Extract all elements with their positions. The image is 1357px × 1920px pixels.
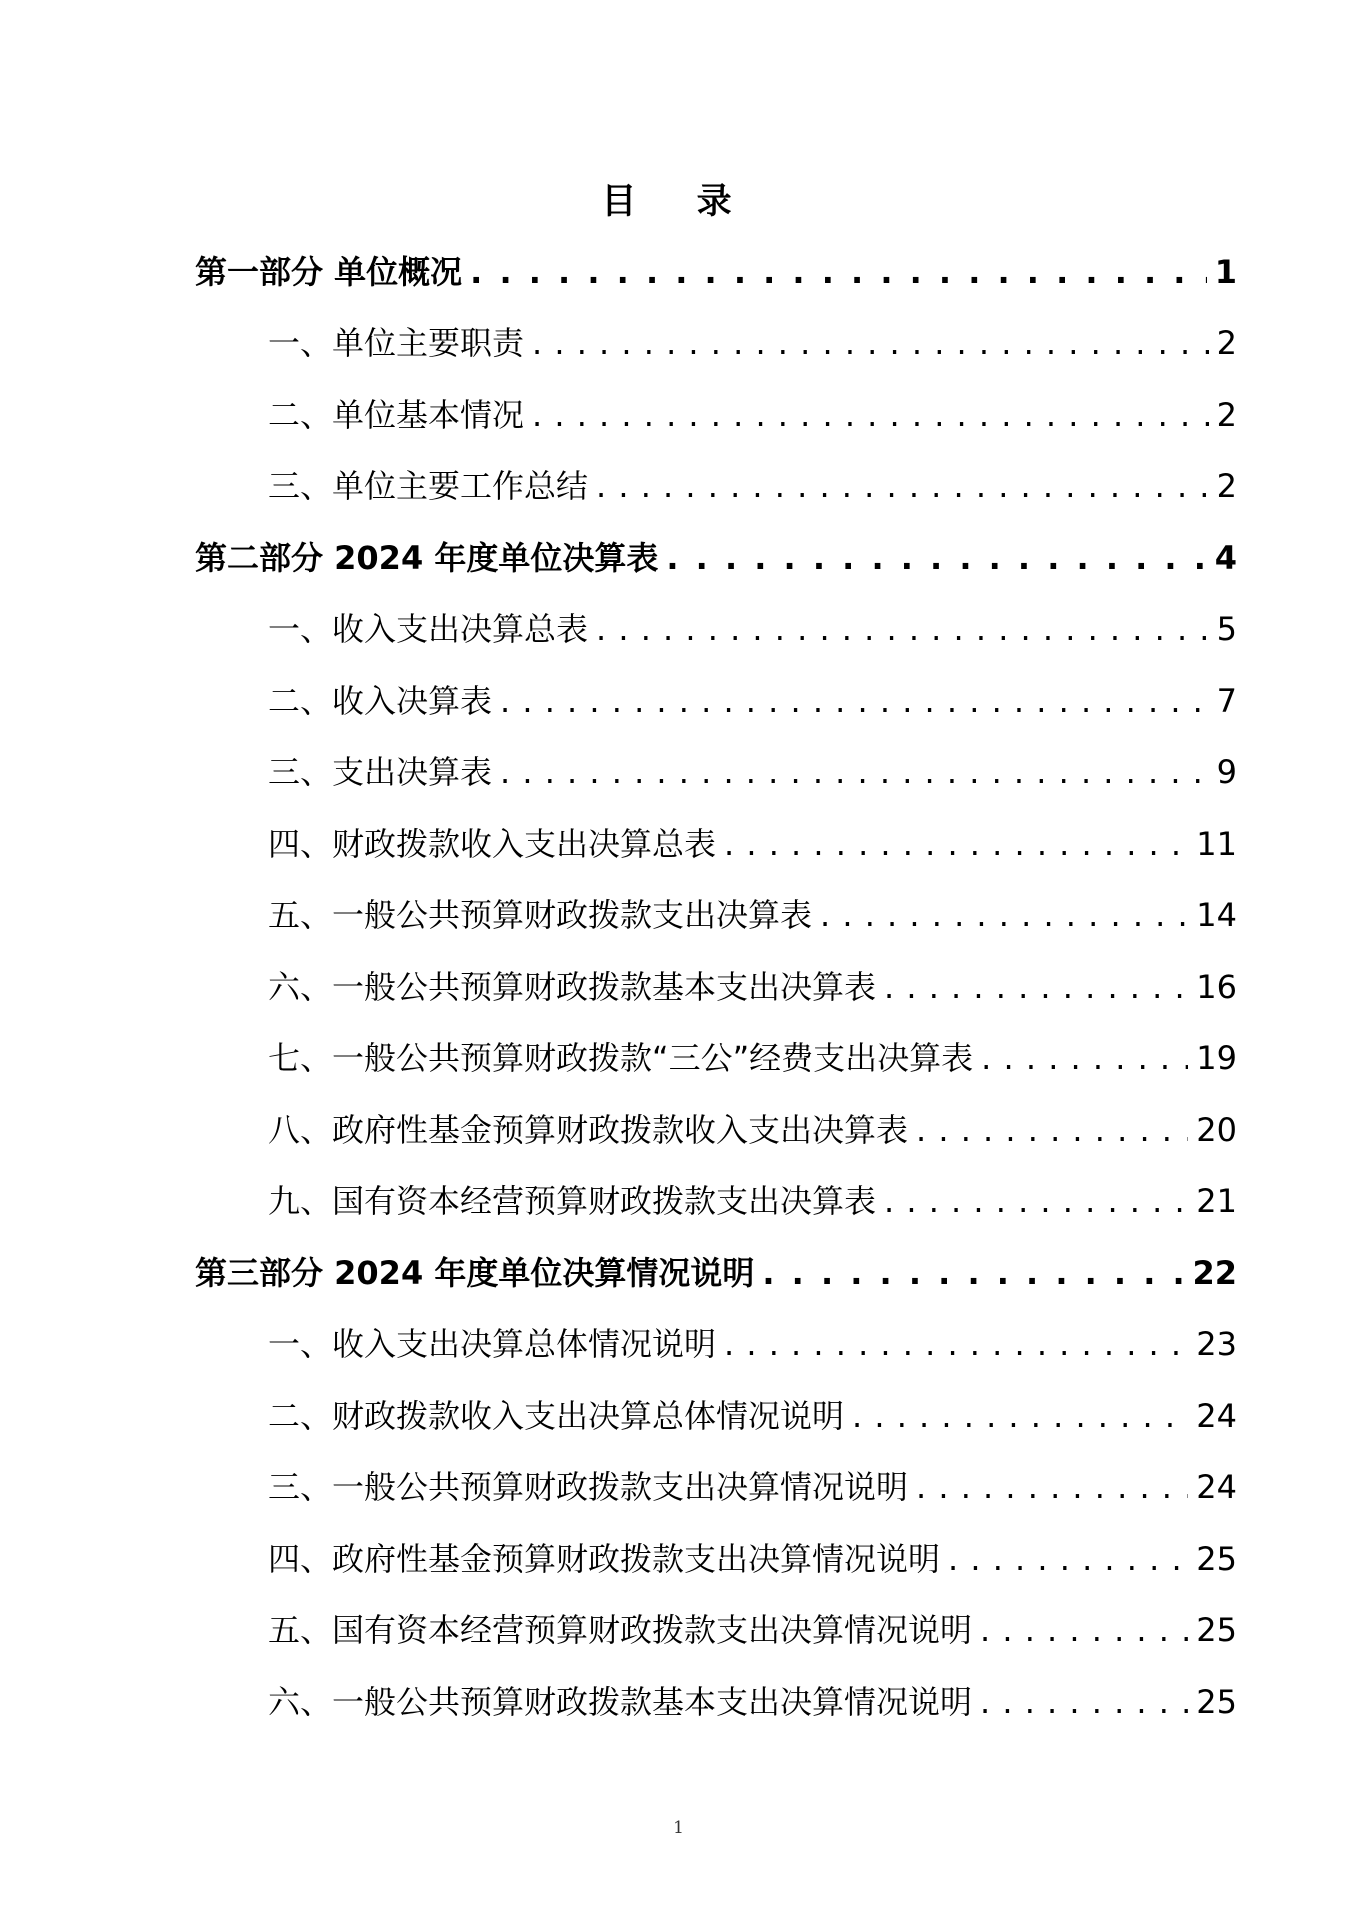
toc-section-entry[interactable] bbox=[195, 1094, 1237, 1166]
toc-dot-leader bbox=[980, 1682, 1188, 1722]
toc-dot-leader bbox=[500, 681, 1209, 721]
toc-dot-leader bbox=[596, 609, 1209, 649]
toc-section-entry[interactable] bbox=[195, 737, 1237, 809]
toc-entry-label: 八、政府性基金预算财政拨款收入支出决算表 bbox=[268, 1110, 909, 1149]
toc-dot-leader bbox=[762, 1253, 1184, 1293]
toc-section-entry[interactable] bbox=[195, 308, 1237, 380]
toc-entry-page-number: 23 bbox=[1196, 1325, 1237, 1364]
toc-entry-page-number: 14 bbox=[1196, 896, 1237, 935]
toc-dot-leader bbox=[532, 323, 1209, 363]
toc-entry-page-number: 25 bbox=[1196, 1539, 1237, 1578]
toc-entry-label: 二、收入决算表 bbox=[268, 681, 493, 720]
toc-dot-leader bbox=[500, 752, 1209, 792]
toc-entry-label: 一、收入支出决算总体情况说明 bbox=[268, 1325, 717, 1364]
toc-section-entry[interactable] bbox=[195, 1380, 1237, 1452]
toc-section-entry[interactable] bbox=[195, 1523, 1237, 1595]
toc-entry-label: 三、一般公共预算财政拨款支出决算情况说明 bbox=[268, 1468, 909, 1507]
toc-entry-page-number: 21 bbox=[1196, 1182, 1237, 1221]
toc-section-entry[interactable] bbox=[195, 1166, 1237, 1238]
toc-dot-leader bbox=[820, 895, 1188, 935]
toc-entry-page-number: 2 bbox=[1216, 467, 1237, 506]
toc-dot-leader bbox=[981, 1038, 1188, 1078]
toc-entry-label: 三、支出决算表 bbox=[268, 753, 493, 792]
toc-entry-label: 四、财政拨款收入支出决算总表 bbox=[268, 824, 717, 863]
toc-dot-leader bbox=[884, 967, 1188, 1007]
toc-entry-label: 五、国有资本经营预算财政拨款支出决算情况说明 bbox=[268, 1611, 973, 1650]
toc-dot-leader bbox=[532, 395, 1209, 435]
toc-entry-page-number: 24 bbox=[1196, 1396, 1237, 1435]
toc-entry-label: 六、一般公共预算财政拨款基本支出决算情况说明 bbox=[268, 1682, 973, 1721]
toc-entry-page-number: 19 bbox=[1196, 1039, 1237, 1078]
toc-entry-page-number: 16 bbox=[1196, 967, 1237, 1006]
toc-section-entry[interactable] bbox=[195, 880, 1237, 952]
toc-section-entry[interactable] bbox=[195, 951, 1237, 1023]
toc-entry-page-number: 11 bbox=[1196, 824, 1237, 863]
toc-dot-leader bbox=[596, 466, 1209, 506]
toc-entry-label: 六、一般公共预算财政拨款基本支出决算表 bbox=[268, 967, 877, 1006]
toc-entry-page-number: 1 bbox=[1214, 252, 1237, 291]
toc-section-entry[interactable] bbox=[195, 594, 1237, 666]
toc-entry-label: 一、收入支出决算总表 bbox=[268, 610, 589, 649]
toc-section-entry[interactable] bbox=[195, 808, 1237, 880]
toc-entry-label: 二、单位基本情况 bbox=[268, 395, 525, 434]
toc-entry-page-number: 9 bbox=[1216, 753, 1237, 792]
footer-page-number: 1 bbox=[673, 1818, 684, 1838]
toc-entry-label: 五、一般公共预算财政拨款支出决算表 bbox=[268, 896, 813, 935]
toc-entry-label: 三、单位主要工作总结 bbox=[268, 467, 589, 506]
toc-entry-page-number: 22 bbox=[1192, 1253, 1237, 1292]
toc-part-entry[interactable] bbox=[195, 236, 1237, 308]
toc-entry-label: 二、财政拨款收入支出决算总体情况说明 bbox=[268, 1396, 845, 1435]
toc-dot-leader bbox=[852, 1396, 1188, 1436]
toc-section-entry[interactable] bbox=[195, 665, 1237, 737]
toc-dot-leader bbox=[884, 1181, 1188, 1221]
toc-entry-page-number: 20 bbox=[1196, 1110, 1237, 1149]
toc-entry-page-number: 2 bbox=[1216, 395, 1237, 434]
toc-entry-label: 第二部分 2024 年度单位决算表 bbox=[195, 538, 659, 577]
toc-dot-leader bbox=[948, 1539, 1188, 1579]
toc-dot-leader bbox=[470, 252, 1207, 292]
toc-section-entry[interactable] bbox=[195, 379, 1237, 451]
toc-section-entry[interactable] bbox=[195, 1309, 1237, 1381]
toc-entry-label: 九、国有资本经营预算财政拨款支出决算表 bbox=[268, 1182, 877, 1221]
toc-dot-leader bbox=[980, 1610, 1188, 1650]
toc-dot-leader bbox=[724, 1324, 1188, 1364]
toc-part-entry[interactable] bbox=[195, 1237, 1237, 1309]
toc-dot-leader bbox=[916, 1110, 1188, 1150]
table-of-contents bbox=[195, 236, 1237, 1738]
toc-entry-page-number: 24 bbox=[1196, 1468, 1237, 1507]
toc-part-entry[interactable] bbox=[195, 522, 1237, 594]
toc-section-entry[interactable] bbox=[195, 1452, 1237, 1524]
toc-entry-page-number: 7 bbox=[1216, 681, 1237, 720]
toc-section-entry[interactable] bbox=[195, 1595, 1237, 1667]
toc-section-entry[interactable] bbox=[195, 1023, 1237, 1095]
toc-entry-label: 一、单位主要职责 bbox=[268, 324, 525, 363]
page-title: 目 录 bbox=[601, 182, 756, 222]
toc-entry-label: 四、政府性基金预算财政拨款支出决算情况说明 bbox=[268, 1539, 941, 1578]
toc-entry-page-number: 4 bbox=[1214, 538, 1237, 577]
toc-entry-label: 第一部分 单位概况 bbox=[195, 252, 463, 291]
toc-entry-page-number: 25 bbox=[1196, 1611, 1237, 1650]
toc-entry-page-number: 5 bbox=[1216, 610, 1237, 649]
toc-entry-page-number: 2 bbox=[1216, 324, 1237, 363]
toc-entry-label: 七、一般公共预算财政拨款“三公”经费支出决算表 bbox=[268, 1039, 974, 1078]
toc-entry-page-number: 25 bbox=[1196, 1682, 1237, 1721]
toc-entry-label: 第三部分 2024 年度单位决算情况说明 bbox=[195, 1253, 755, 1292]
toc-dot-leader bbox=[724, 824, 1188, 864]
toc-section-entry[interactable] bbox=[195, 451, 1237, 523]
toc-dot-leader bbox=[916, 1467, 1188, 1507]
toc-section-entry[interactable] bbox=[195, 1666, 1237, 1738]
toc-dot-leader bbox=[666, 538, 1206, 578]
